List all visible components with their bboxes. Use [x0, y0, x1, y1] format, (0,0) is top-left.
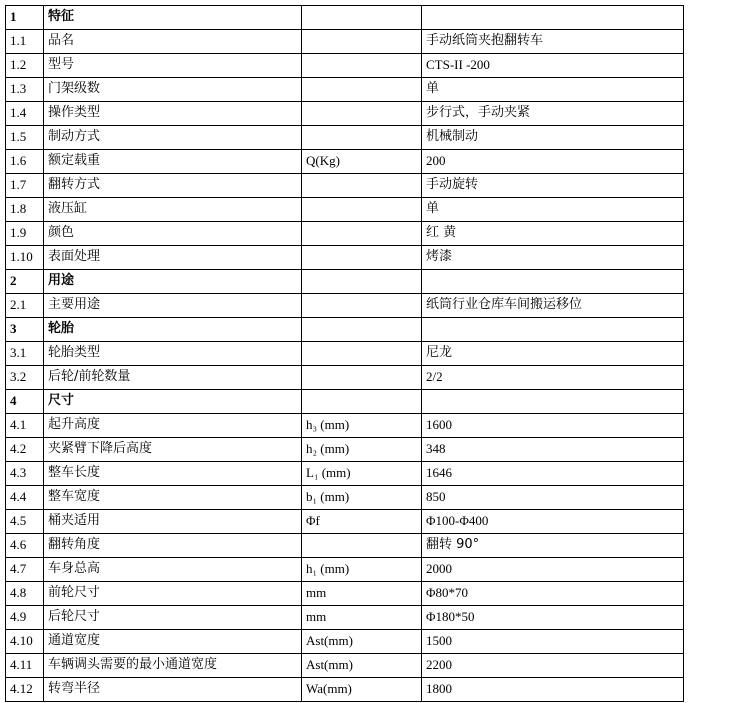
row-number: 1.10 — [6, 246, 44, 270]
row-symbol: mm — [302, 582, 422, 606]
row-label: 操作类型 — [44, 102, 302, 126]
row-value: 翻转 90° — [422, 534, 684, 558]
row-number: 4.12 — [6, 678, 44, 702]
row-label: 轮胎类型 — [44, 342, 302, 366]
table-row — [6, 30, 684, 54]
row-value — [422, 318, 684, 342]
table-row — [6, 294, 684, 318]
row-label: 制动方式 — [44, 126, 302, 150]
row-number: 3.1 — [6, 342, 44, 366]
row-symbol — [302, 6, 422, 30]
table-row — [6, 390, 684, 414]
table-row — [6, 318, 684, 342]
row-symbol: L₁ (mm) — [302, 462, 422, 486]
table-row — [6, 198, 684, 222]
row-number: 1.1 — [6, 30, 44, 54]
row-number: 4.8 — [6, 582, 44, 606]
row-symbol: h₁ (mm) — [302, 558, 422, 582]
row-number: 4.7 — [6, 558, 44, 582]
row-label: 车辆调头需要的最小通道宽度 — [44, 654, 302, 678]
table-row — [6, 366, 684, 390]
row-value: 1600 — [422, 414, 684, 438]
row-symbol — [302, 390, 422, 414]
table-row — [6, 606, 684, 630]
row-value: 步行式，手动夹紧 — [422, 102, 684, 126]
row-value: 2/2 — [422, 366, 684, 390]
row-value: 手动纸筒夹抱翻转车 — [422, 30, 684, 54]
row-symbol — [302, 270, 422, 294]
row-number: 4.11 — [6, 654, 44, 678]
row-value: 200 — [422, 150, 684, 174]
row-number: 1.6 — [6, 150, 44, 174]
row-symbol — [302, 294, 422, 318]
row-label: 主要用途 — [44, 294, 302, 318]
table-row — [6, 558, 684, 582]
row-value: 单 — [422, 198, 684, 222]
row-number: 4 — [6, 390, 44, 414]
row-value: 尼龙 — [422, 342, 684, 366]
row-value — [422, 6, 684, 30]
row-symbol: Ast(mm) — [302, 630, 422, 654]
row-symbol — [302, 102, 422, 126]
row-label: 液压缸 — [44, 198, 302, 222]
table-row — [6, 486, 684, 510]
row-value: Φ180*50 — [422, 606, 684, 630]
table-row — [6, 654, 684, 678]
row-symbol: Ast(mm) — [302, 654, 422, 678]
table-row — [6, 438, 684, 462]
row-label: 额定载重 — [44, 150, 302, 174]
row-value: 1646 — [422, 462, 684, 486]
row-number: 4.4 — [6, 486, 44, 510]
row-value: 1500 — [422, 630, 684, 654]
row-symbol — [302, 126, 422, 150]
row-label: 转弯半径 — [44, 678, 302, 702]
row-number: 1.8 — [6, 198, 44, 222]
row-value: 2200 — [422, 654, 684, 678]
table-row — [6, 582, 684, 606]
row-symbol: h₃ (mm) — [302, 414, 422, 438]
row-label: 用途 — [44, 270, 302, 294]
row-label: 起升高度 — [44, 414, 302, 438]
table-row — [6, 534, 684, 558]
row-symbol — [302, 366, 422, 390]
row-label: 特征 — [44, 6, 302, 30]
row-value: 手动旋转 — [422, 174, 684, 198]
row-symbol: Q(Kg) — [302, 150, 422, 174]
row-value: 烤漆 — [422, 246, 684, 270]
row-value: Φ100-Φ400 — [422, 510, 684, 534]
table-row — [6, 342, 684, 366]
row-label: 翻转方式 — [44, 174, 302, 198]
table-row — [6, 222, 684, 246]
row-number: 1.7 — [6, 174, 44, 198]
row-label: 品名 — [44, 30, 302, 54]
row-number: 2 — [6, 270, 44, 294]
row-label: 后轮/前轮数量 — [44, 366, 302, 390]
row-value: Φ80*70 — [422, 582, 684, 606]
table-row — [6, 78, 684, 102]
table-row — [6, 246, 684, 270]
table-body — [6, 6, 684, 702]
row-number: 4.10 — [6, 630, 44, 654]
row-symbol — [302, 246, 422, 270]
row-label: 夹紧臂下降后高度 — [44, 438, 302, 462]
row-number: 4.6 — [6, 534, 44, 558]
row-value: 850 — [422, 486, 684, 510]
row-symbol: h₂ (mm) — [302, 438, 422, 462]
row-label: 翻转角度 — [44, 534, 302, 558]
row-value: CTS-II -200 — [422, 54, 684, 78]
row-symbol — [302, 30, 422, 54]
table-row — [6, 414, 684, 438]
specification-table — [5, 5, 684, 702]
row-number: 4.3 — [6, 462, 44, 486]
row-number: 1 — [6, 6, 44, 30]
row-symbol — [302, 222, 422, 246]
row-label: 轮胎 — [44, 318, 302, 342]
table-row — [6, 6, 684, 30]
row-number: 4.9 — [6, 606, 44, 630]
row-label: 尺寸 — [44, 390, 302, 414]
row-label: 型号 — [44, 54, 302, 78]
row-symbol — [302, 174, 422, 198]
row-value: 2000 — [422, 558, 684, 582]
row-number: 3.2 — [6, 366, 44, 390]
row-label: 门架级数 — [44, 78, 302, 102]
row-value: 红 黄 — [422, 222, 684, 246]
row-symbol — [302, 534, 422, 558]
table-row — [6, 462, 684, 486]
row-symbol — [302, 318, 422, 342]
row-number: 1.4 — [6, 102, 44, 126]
row-symbol: b₁ (mm) — [302, 486, 422, 510]
table-row — [6, 126, 684, 150]
row-symbol — [302, 342, 422, 366]
row-label: 整车宽度 — [44, 486, 302, 510]
table-row — [6, 270, 684, 294]
row-number: 1.9 — [6, 222, 44, 246]
row-label: 前轮尺寸 — [44, 582, 302, 606]
row-symbol — [302, 54, 422, 78]
row-symbol: mm — [302, 606, 422, 630]
row-symbol — [302, 78, 422, 102]
row-value — [422, 390, 684, 414]
row-label: 颜色 — [44, 222, 302, 246]
table-row — [6, 150, 684, 174]
row-number: 3 — [6, 318, 44, 342]
row-number: 1.3 — [6, 78, 44, 102]
row-value — [422, 270, 684, 294]
table-row — [6, 510, 684, 534]
table-row — [6, 102, 684, 126]
table-row — [6, 630, 684, 654]
row-number: 1.2 — [6, 54, 44, 78]
row-symbol: Φf — [302, 510, 422, 534]
row-number: 1.5 — [6, 126, 44, 150]
row-value: 机械制动 — [422, 126, 684, 150]
row-value: 纸筒行业仓库车间搬运移位 — [422, 294, 684, 318]
row-label: 整车长度 — [44, 462, 302, 486]
row-label: 通道宽度 — [44, 630, 302, 654]
row-symbol: Wa(mm) — [302, 678, 422, 702]
row-value: 348 — [422, 438, 684, 462]
table-row — [6, 54, 684, 78]
table-row — [6, 174, 684, 198]
row-label: 后轮尺寸 — [44, 606, 302, 630]
row-label: 桶夹适用 — [44, 510, 302, 534]
row-number: 4.5 — [6, 510, 44, 534]
row-number: 4.1 — [6, 414, 44, 438]
row-label: 表面处理 — [44, 246, 302, 270]
row-value: 单 — [422, 78, 684, 102]
row-label: 车身总高 — [44, 558, 302, 582]
row-number: 4.2 — [6, 438, 44, 462]
row-number: 2.1 — [6, 294, 44, 318]
row-symbol — [302, 198, 422, 222]
row-value: 1800 — [422, 678, 684, 702]
